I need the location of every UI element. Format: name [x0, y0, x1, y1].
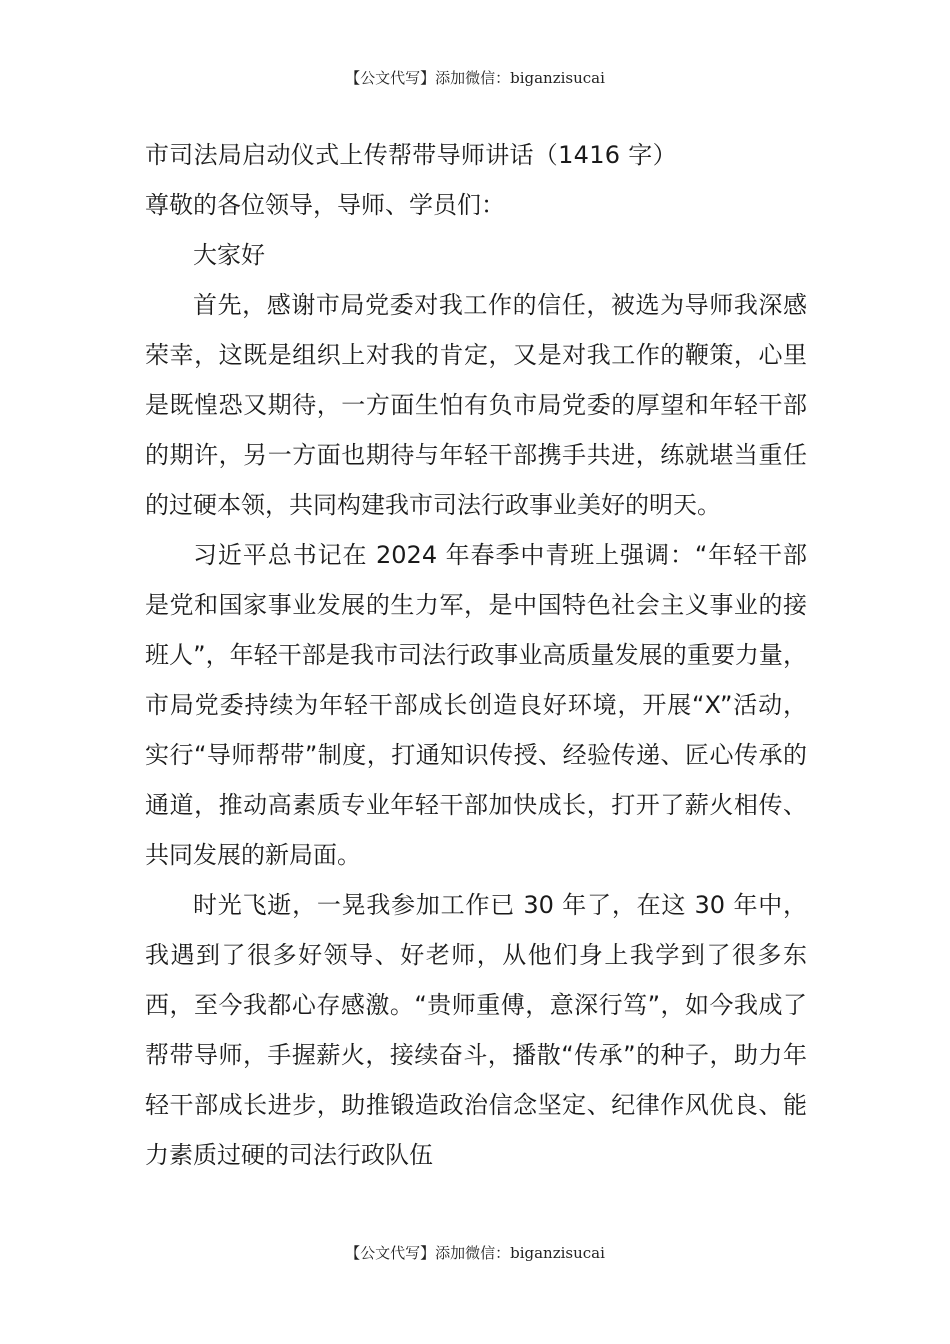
- paragraph-1: 首先，感谢市局党委对我工作的信任，被选为导师我深感荣幸，这既是组织上对我的肯定，又是对我工作的鞭策，心里是既惶恐又期待，一方面生怕有负市局党委的厚望和年轻干部的期许，另一方面也期待与年轻干部携手共进，练就堪当重任的过硬本领，共同构建我市司法行政事业美好的明天。: [145, 291, 807, 519]
- page-footer: 【公文代写】添加微信：biganzisucai: [345, 1244, 605, 1262]
- document-title: 市司法局启动仪式上传帮带导师讲话（1416 字）: [145, 141, 677, 169]
- greeting: 大家好: [193, 241, 265, 269]
- salutation: 尊敬的各位领导，导师、学员们：: [145, 191, 505, 219]
- paragraph-2: 习近平总书记在 2024 年春季中青班上强调：“年轻干部是党和国家事业发展的生力军，是中国特色社会主义事业的接班人”，年轻干部是我市司法行政事业高质量发展的重要力量，市局党委持续为年轻干部成长创造良好环境，开展“X”活动，实行“导师帮带”制度，打通知识传授、经验传递、匠心传承的通道，推动高素质专业年轻干部加快成长，打开了薪火相传、共同发展的新局面。: [145, 541, 807, 869]
- document-body: [145, 130, 807, 1180]
- page-header: 【公文代写】添加微信：biganzisucai: [345, 69, 605, 87]
- paragraph-3: 时光飞逝，一晃我参加工作已 30 年了，在这 30 年中，我遇到了很多好领导、好老师，从他们身上我学到了很多东西，至今我都心存感激。“贵师重傅，意深行笃”，如今我成了帮带导师，手握薪火，接续奋斗，播散“传承”的种子，助力年轻干部成长进步，助推锻造政治信念坚定、纪律作风优良、能力素质过硬的司法行政队伍: [145, 891, 807, 1169]
